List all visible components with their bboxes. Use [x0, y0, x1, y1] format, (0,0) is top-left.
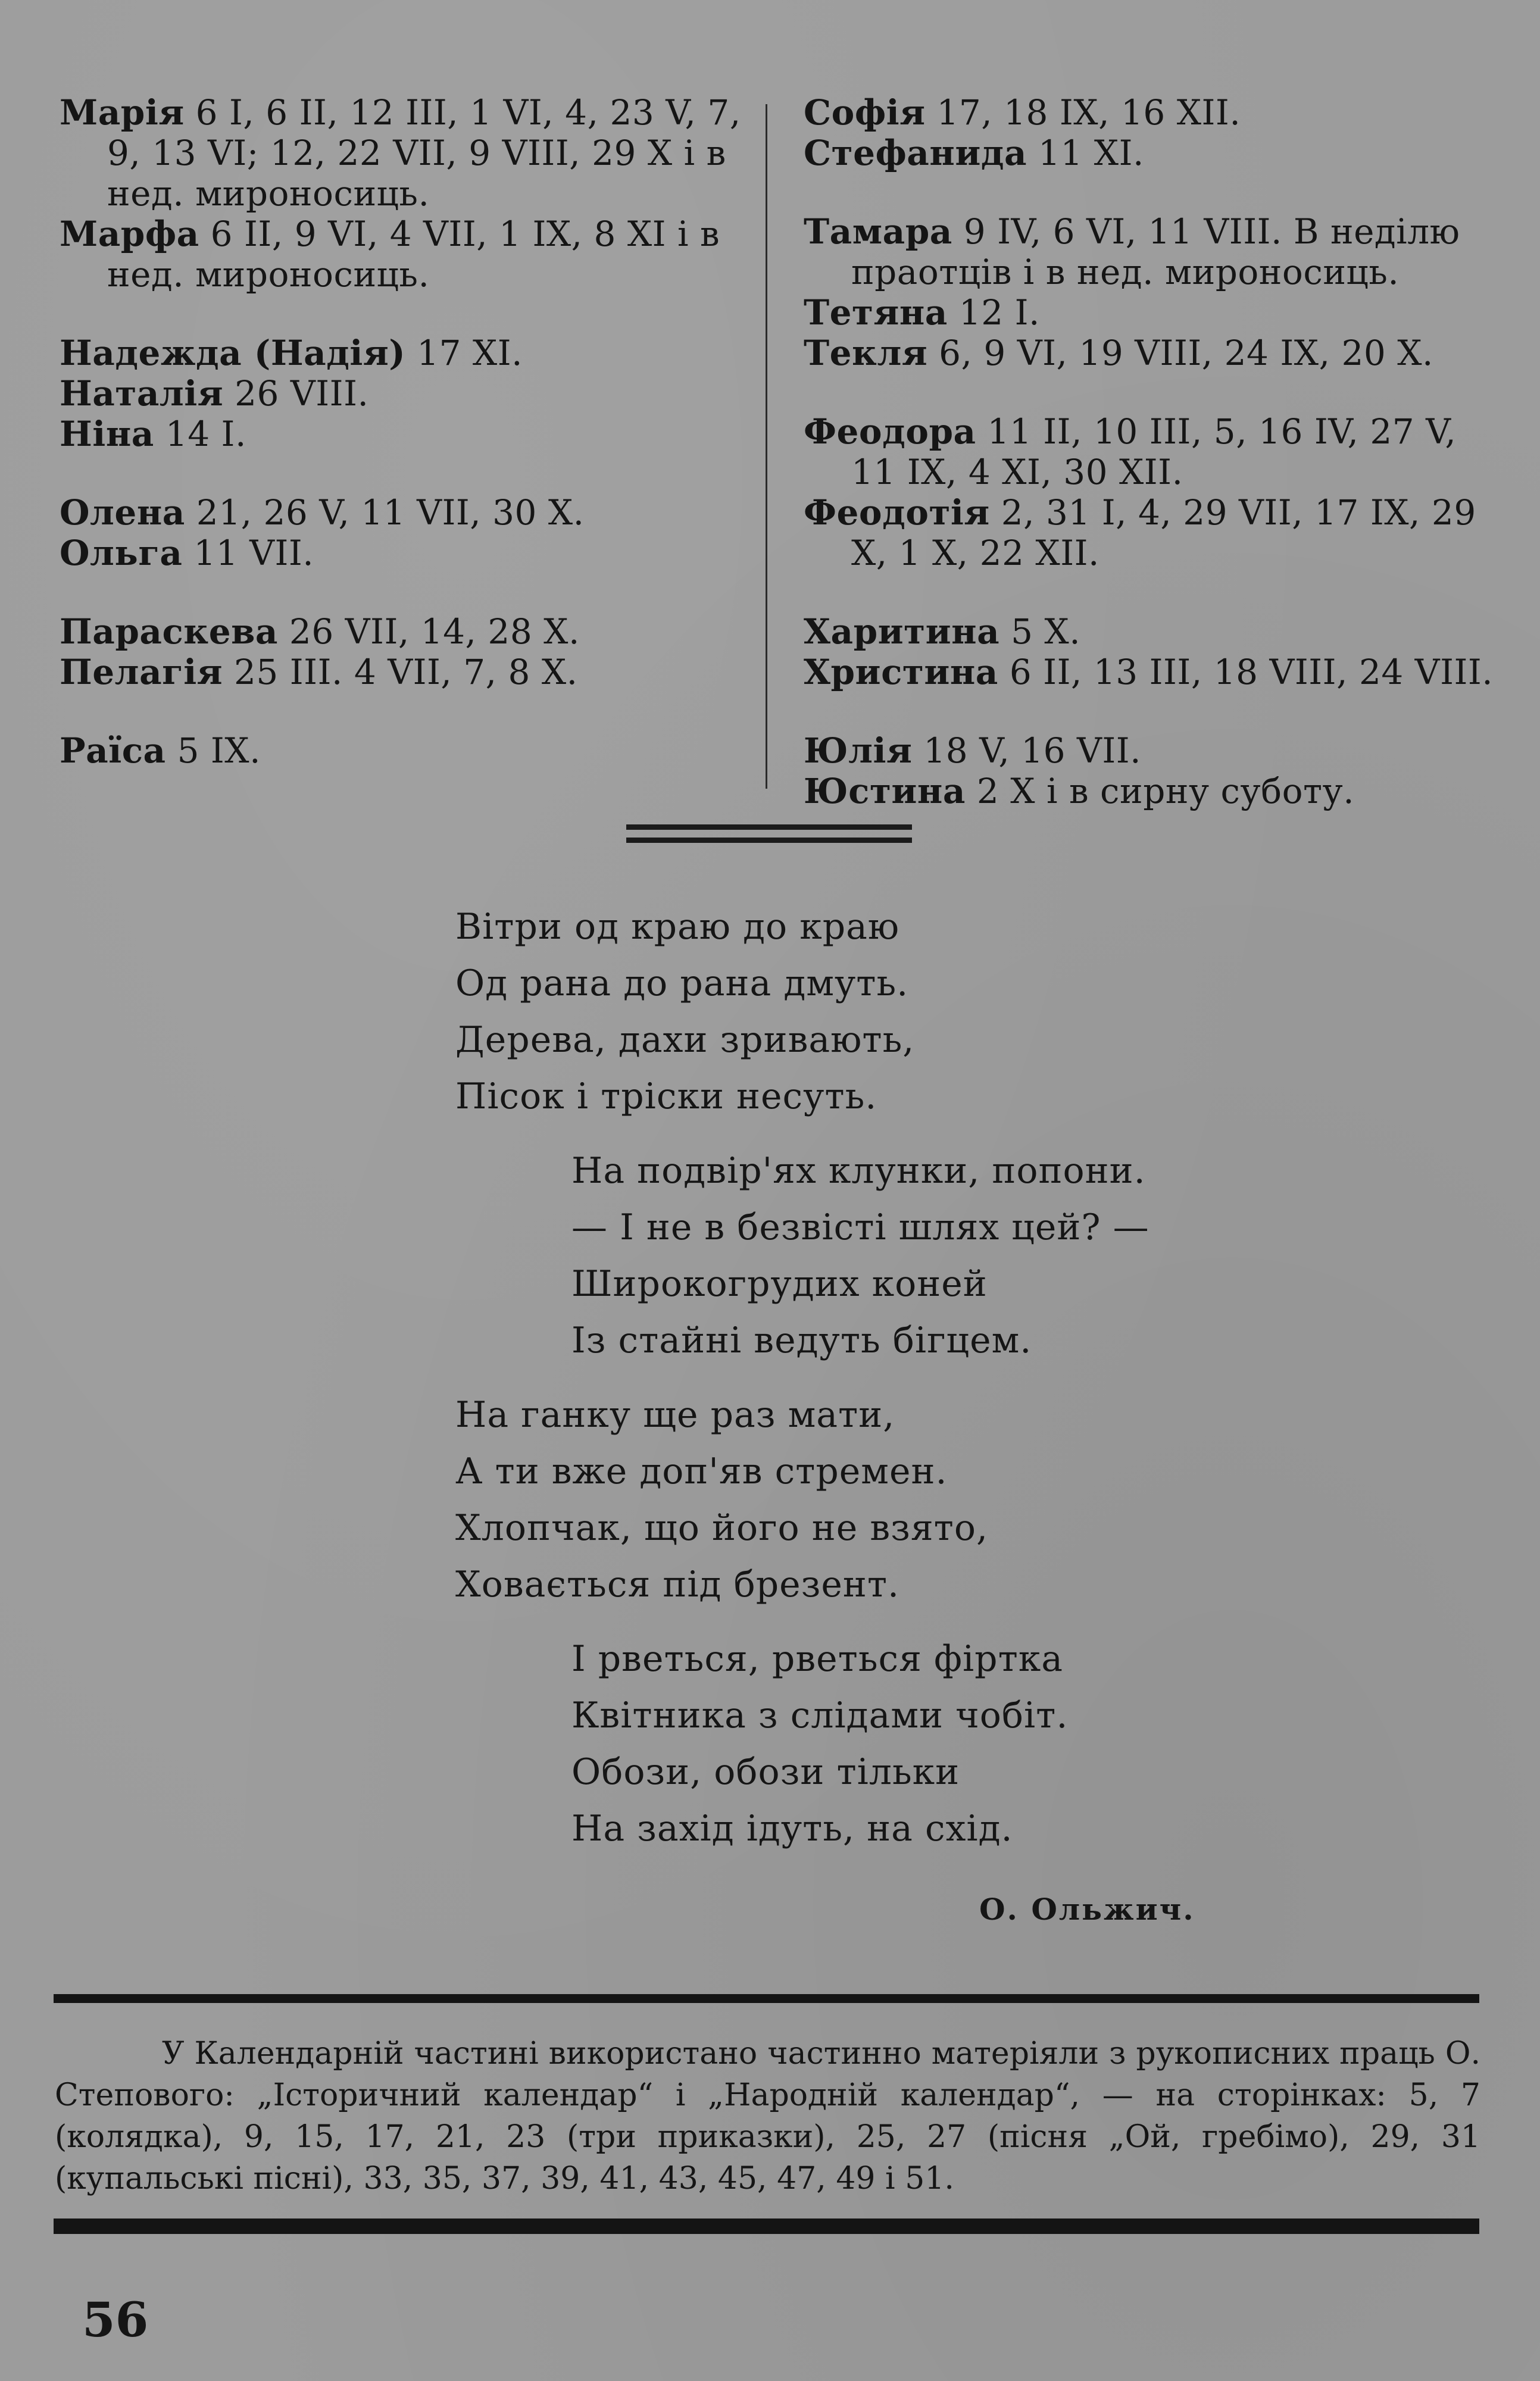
page-number: 56	[82, 2292, 149, 2348]
poem	[455, 899, 1229, 1857]
name-entry	[804, 652, 1500, 692]
group-gap	[804, 373, 1500, 411]
name-entry	[804, 333, 1500, 373]
poem-line: Пісок і тріски несуть.	[455, 1076, 877, 1117]
name-dates: 6 I, 6 II, 12 III, 1 VI, 4, 23 V, 7, 9, 13 VI; 12, 22 VII, 9 VIII, 29 X і в нед. мироносиць.	[107, 92, 741, 214]
poem-line: Вітри од краю до краю	[455, 906, 900, 948]
separator-rule-top	[626, 824, 912, 830]
name-entry	[804, 292, 1500, 333]
name-entry	[60, 492, 750, 533]
name: Наталія	[60, 373, 224, 414]
poem-line: Хлопчак, що його не взято,	[455, 1507, 989, 1549]
name-entry	[60, 533, 750, 573]
name-dates: 11 XI.	[1038, 133, 1144, 173]
name-dates: 6 II, 9 VI, 4 VII, 1 IX, 8 XI і в нед. мироносиць.	[107, 214, 720, 295]
name-dates: 18 V, 16 VII.	[923, 730, 1142, 771]
poem-stanza	[455, 1143, 1229, 1369]
name: Надежда (Надія)	[60, 333, 406, 373]
names-column-left	[60, 92, 750, 771]
name-entry	[60, 373, 750, 414]
name: Христина	[804, 652, 998, 692]
name: Тетяна	[804, 292, 948, 333]
name-entry	[60, 92, 750, 214]
poem-author: О. Ольжич.	[979, 1892, 1195, 1927]
name-days-index	[60, 92, 1500, 811]
name: Софія	[804, 92, 926, 133]
name-dates: 14 I.	[165, 414, 246, 454]
name-entry	[60, 730, 750, 771]
name-entry	[60, 611, 750, 652]
poem-line: На захід ідуть, на схід.	[571, 1808, 1013, 1849]
group-gap	[60, 295, 750, 333]
name: Феодотія	[804, 492, 990, 533]
footnote-rule-bottom	[54, 2218, 1479, 2234]
name-dates: 6 II, 13 III, 18 VIII, 24 VIII.	[1009, 652, 1494, 692]
poem-stanza	[455, 1387, 1229, 1613]
name: Юстина	[804, 771, 966, 811]
name: Марфа	[60, 214, 199, 254]
names-column-right	[804, 92, 1500, 811]
group-gap	[804, 173, 1500, 211]
name-dates: 25 III. 4 VII, 7, 8 X.	[234, 652, 578, 692]
name-dates: 21, 26 V, 11 VII, 30 X.	[196, 492, 585, 533]
name-dates: 26 VIII.	[235, 373, 369, 414]
name: Ольга	[60, 533, 183, 573]
name: Олена	[60, 492, 185, 533]
name: Тамара	[804, 211, 952, 252]
poem-line: Квітника з слідами чобіт.	[571, 1695, 1069, 1736]
name-entry	[60, 414, 750, 454]
group-gap	[60, 692, 750, 730]
separator-rule-bottom	[626, 838, 912, 843]
name: Юлія	[804, 730, 913, 771]
poem-stanza	[455, 899, 1229, 1125]
footnote-rule-top	[54, 1994, 1479, 2003]
name-entry	[804, 611, 1500, 652]
poem-line: Обози, обози тільки	[571, 1751, 960, 1793]
name-dates: 11 II, 10 III, 5, 16 IV, 27 V, 11 IX, 4 XI, 30 XII.	[851, 411, 1457, 492]
name-entry	[804, 492, 1500, 573]
name: Марія	[60, 92, 185, 133]
name-dates: 6, 9 VI, 19 VIII, 24 IX, 20 X.	[939, 333, 1433, 373]
name: Харитина	[804, 611, 1000, 652]
poem-line: І рветься, рветься фіртка	[571, 1638, 1064, 1680]
name: Стефанида	[804, 133, 1027, 173]
poem-line: Од рана до рана дмуть.	[455, 963, 909, 1004]
name-entry	[804, 771, 1500, 811]
name: Раїса	[60, 730, 166, 771]
name-entry	[60, 333, 750, 373]
poem-line: Дерева, дахи зривають,	[455, 1019, 915, 1061]
poem-line: А ти вже доп'яв стремен.	[455, 1451, 948, 1492]
poem-line: — І не в безвісті шлях цей? —	[571, 1207, 1149, 1248]
name-entry	[804, 133, 1500, 173]
name: Текля	[804, 333, 928, 373]
group-gap	[60, 573, 750, 611]
name: Параскева	[60, 611, 278, 652]
name-dates: 17, 18 IX, 16 XII.	[936, 92, 1241, 133]
group-gap	[804, 692, 1500, 730]
poem-line: Широкогрудих коней	[571, 1263, 988, 1305]
name-dates: 12 I.	[958, 292, 1040, 333]
name-entry	[60, 214, 750, 295]
name-dates: 9 IV, 6 VI, 11 VIII. В неділю праотців і в нед. мироносиць.	[851, 211, 1460, 292]
name-dates: 5 IX.	[177, 730, 261, 771]
column-divider	[766, 104, 767, 789]
poem-line: На ганку ще раз мати,	[455, 1394, 895, 1436]
name: Пелагія	[60, 652, 223, 692]
name-entry	[804, 411, 1500, 492]
poem-line: На подвір'ях клунки, попони.	[571, 1150, 1146, 1192]
poem-line: Ховається під брезент.	[455, 1564, 900, 1605]
name-dates: 26 VII, 14, 28 X.	[289, 611, 580, 652]
name-entry	[804, 92, 1500, 133]
name-dates: 2 X і в сирну суботу.	[976, 771, 1355, 811]
name: Ніна	[60, 414, 154, 454]
name-dates: 17 XI.	[417, 333, 523, 373]
name-entry	[804, 730, 1500, 771]
name-dates: 11 VII.	[193, 533, 314, 573]
name-dates: 2, 31 I, 4, 29 VII, 17 IX, 29 X, 1 X, 22 XII.	[851, 492, 1476, 573]
poem-stanza	[455, 1631, 1229, 1857]
group-gap	[60, 454, 750, 492]
poem-line: Із стайні ведуть бігцем.	[571, 1320, 1032, 1361]
name-dates: 5 X.	[1011, 611, 1081, 652]
footnote-text: У Календарній частині використано частинно матеріяли з рукописних праць О. Степового: „Історичний календар“ і „Народній календар“, — на сторінках: 5, 7 (колядка), 9, 15, 17, 21, 23 (три приказки), 25, 27 (пісня „Ой, гребімо), 29, 31 (купальські пісні), 33, 35, 37, 39, 41, 43, 45, 47, 49 і 51.	[55, 2036, 1480, 2196]
name-entry	[804, 211, 1500, 292]
name-entry	[60, 652, 750, 692]
group-gap	[804, 573, 1500, 611]
name: Феодора	[804, 411, 976, 452]
